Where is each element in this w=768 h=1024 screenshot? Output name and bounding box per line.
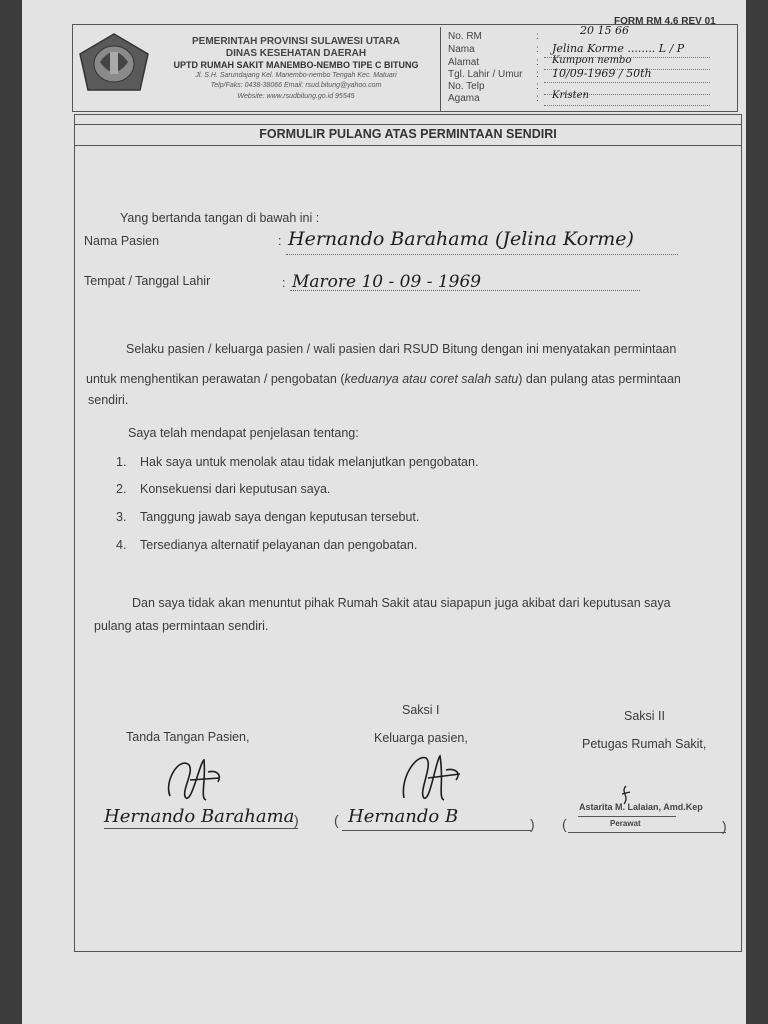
field-value-agama[interactable]: Kristen xyxy=(552,90,589,101)
field-value-tgl-lahir[interactable]: 10/09-1969 / 50th xyxy=(552,67,652,80)
institution-line-3: UPTD RUMAH SAKIT MANEMBO-NEMBO TIPE C BITUNG xyxy=(173,60,419,70)
witness1-sign-line xyxy=(342,830,532,831)
field-label-alamat: Alamat xyxy=(448,57,480,68)
item-number: 3. xyxy=(116,510,127,524)
institution-contact: Telp/Faks: 0438-38066 Email: rsud.bitung@yahoo.com xyxy=(210,82,382,89)
closing-line-2: pulang atas permintaan sendiri. xyxy=(94,619,269,633)
field-colon: : xyxy=(536,57,539,68)
field-value-nama[interactable]: Jelina Korme ........ L / P xyxy=(552,42,685,55)
statement-line-1: Selaku pasien / keluarga pasien / wali pasien dari RSUD Bitung dengan ini menyatakan permintaan xyxy=(126,342,677,356)
field-colon: : xyxy=(536,81,539,92)
paren-close: ) xyxy=(530,816,535,832)
field-label-no-telp: No. Telp xyxy=(448,81,485,92)
witness1-signature xyxy=(396,748,466,808)
witness2-role: Perawat xyxy=(610,819,641,828)
paren-open: ( xyxy=(562,816,567,832)
explained-item: Konsekuensi dari keputusan saya. xyxy=(140,482,331,496)
field-line xyxy=(544,105,710,106)
witness2-sign-line xyxy=(568,832,726,833)
birth-label: Tempat / Tanggal Lahir xyxy=(84,274,211,288)
institution-line-1: PEMERINTAH PROVINSI SULAWESI UTARA xyxy=(192,36,400,47)
statement-text: ) dan pulang atas permintaan xyxy=(518,372,681,386)
institution-website: Website: www.rsudbitung.go.id 95545 xyxy=(237,93,355,100)
closing-line-1: Dan saya tidak akan menuntut pihak Rumah Sakit atau siapapun juga akibat dari keputusan saya xyxy=(132,596,671,610)
witness2-title: Petugas Rumah Sakit, xyxy=(582,737,707,751)
witness2-printed-name: Astarita M. Lalaian, Amd.Kep xyxy=(579,802,703,812)
statement-note: keduanya atau coret salah satu xyxy=(344,372,519,386)
form-title: FORMULIR PULANG ATAS PERMINTAAN SENDIRI xyxy=(259,127,557,141)
patient-sign-title: Tanda Tangan Pasien, xyxy=(126,730,250,744)
witness1-title: Keluarga pasien, xyxy=(374,731,468,745)
colon: : xyxy=(282,276,286,290)
institution-address: Jl. S.H. Sarundajang Kel. Manembo-nembo Tengah Kec. Matuari xyxy=(195,72,397,79)
patient-signature xyxy=(160,752,230,808)
hospital-logo xyxy=(78,32,150,96)
field-label-no-rm: No. RM xyxy=(448,31,482,42)
item-number: 2. xyxy=(116,482,127,496)
patient-printed-name[interactable]: Hernando Barahama xyxy=(104,806,295,827)
patient-name-value[interactable]: Hernando Barahama (Jelina Korme) xyxy=(288,228,634,250)
statement-text: untuk menghentikan perawatan / pengobatan ( xyxy=(86,372,345,386)
explained-item: Tanggung jawab saya dengan keputusan tersebut. xyxy=(140,510,420,524)
patient-name-label: Nama Pasien xyxy=(84,234,160,248)
patient-name-line xyxy=(286,254,678,255)
field-line xyxy=(544,82,710,83)
witness2-name-underline xyxy=(578,816,676,817)
form-code: FORM RM 4.6 REV 01 xyxy=(614,16,716,27)
paren-close: ) xyxy=(722,818,727,834)
intro-text: Yang bertanda tangan di bawah ini : xyxy=(120,211,320,225)
witness2-heading: Saksi II xyxy=(624,709,665,723)
field-label-nama: Nama xyxy=(448,44,475,55)
field-colon: : xyxy=(536,93,539,104)
field-value-alamat[interactable]: Kumpon nembo xyxy=(552,55,632,66)
paren-open: ( xyxy=(334,812,339,828)
field-value-no-rm[interactable]: 20 15 66 xyxy=(580,24,629,37)
witness1-printed-name[interactable]: Hernando B xyxy=(348,806,459,827)
item-number: 1. xyxy=(116,455,127,469)
explained-item: Hak saya untuk menolak atau tidak melanjutkan pengobatan. xyxy=(140,455,479,469)
item-number: 4. xyxy=(116,538,127,552)
explained-item: Tersedianya alternatif pelayanan dan pengobatan. xyxy=(140,538,418,552)
colon: : xyxy=(278,234,282,248)
birth-value[interactable]: Marore 10 - 09 - 1969 xyxy=(292,272,482,292)
witness1-heading: Saksi I xyxy=(402,703,440,717)
field-colon: : xyxy=(536,31,539,42)
field-label-tgl-lahir: Tgl. Lahir / Umur xyxy=(448,69,523,80)
paren-close: ) xyxy=(294,812,299,828)
institution-line-2: DINAS KESEHATAN DAERAH xyxy=(225,48,367,59)
field-colon: : xyxy=(536,69,539,80)
field-colon: : xyxy=(536,44,539,55)
statement-line-3: sendiri. xyxy=(88,393,129,407)
field-label-agama: Agama xyxy=(448,93,480,104)
explained-intro: Saya telah mendapat penjelasan tentang: xyxy=(128,426,359,440)
statement-line-2 xyxy=(86,372,681,386)
patient-sign-line xyxy=(104,828,298,829)
